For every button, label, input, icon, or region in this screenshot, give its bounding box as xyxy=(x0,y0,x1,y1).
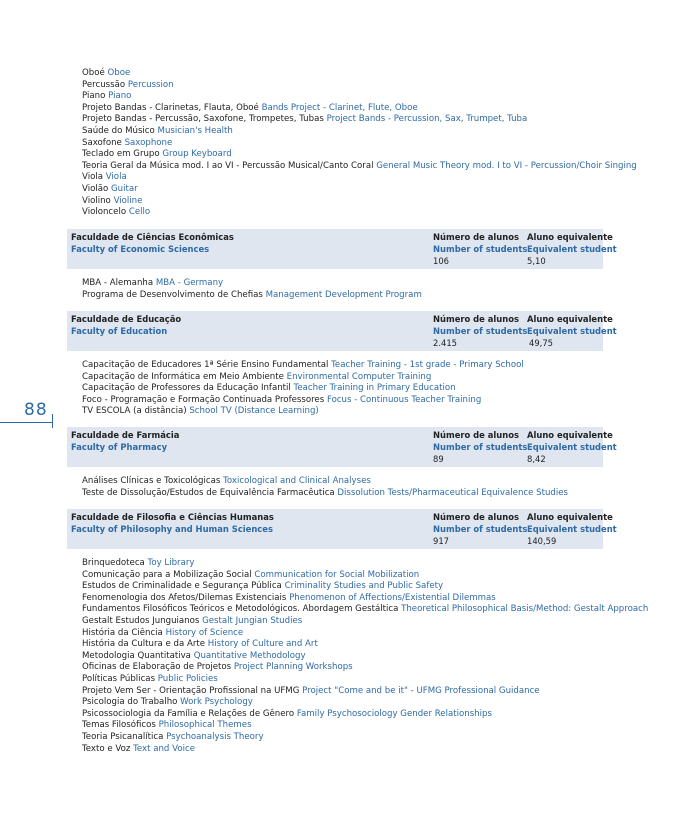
list-item: Psicologia do Trabalho Work Psychology xyxy=(82,697,253,708)
pharmacy-course-list xyxy=(82,476,568,499)
students-value: 89 xyxy=(433,454,444,464)
students-value: 917 xyxy=(433,536,449,546)
philosophy-course-list xyxy=(82,558,648,755)
list-item: Foco - Programação e Formação Continuada Professores Focus - Continuous Teacher Training xyxy=(82,394,482,405)
faculty-header-pharmacy xyxy=(67,427,617,467)
list-item: Fundamentos Filosóficos Teóricos e Metodológicos. Abordagem Gestáltica Theoretical Philosophical Basis/Method: Gestalt Approach xyxy=(82,604,649,615)
list-item: Oboé Oboe xyxy=(82,68,131,78)
faculty-name-en: Faculty of Education xyxy=(71,326,168,336)
equivalent-label-pt: Aluno equivalente xyxy=(527,232,613,242)
education-course-list xyxy=(82,360,524,418)
list-item: Psicossociologia da Família e Relações de Gênero Family Psychosociology Gender Relationships xyxy=(82,708,492,719)
list-item: Teste de Dissolução/Estudos de Equivalência Farmacêutica Dissolution Tests/Pharmaceutical Equivalence Studies xyxy=(82,487,569,498)
list-item: Saúde do Músico Musician's Health xyxy=(82,125,233,136)
list-item: Percussão Percussion xyxy=(82,79,174,90)
list-item: Projeto Vem Ser - Orientação Profissional na UFMG Project "Come and be it" - UFMG Professional Guidance xyxy=(82,685,540,696)
list-item: Metodologia Quantitativa Quantitative Methodology xyxy=(82,650,306,661)
economics-course-list xyxy=(82,278,422,301)
equivalent-label-en: Equivalent student xyxy=(527,326,617,336)
list-item: Projeto Bandas - Percussão, Saxofone, Trompetes, Tubas Project Bands - Percussion, Sax, Trumpet, Tuba xyxy=(82,114,528,125)
list-item: Capacitação de Informática em Meio Ambiente Environmental Computer Training xyxy=(82,371,432,382)
list-item: Teoria Psicanalítica Psychoanalysis Theory xyxy=(82,731,264,742)
list-item: Capacitação de Educadores 1ª Série Ensino Fundamental Teacher Training - 1st grade - Primary School xyxy=(82,360,524,370)
list-item: MBA - Alemanha MBA - Germany xyxy=(82,278,224,288)
list-item: Estudos de Criminalidade e Segurança Pública Criminality Studies and Public Safety xyxy=(82,581,444,592)
equivalent-value: 8,42 xyxy=(527,454,546,464)
list-item: Políticas Públicas Public Policies xyxy=(82,673,218,684)
equivalent-value: 49,75 xyxy=(529,338,553,348)
students-label-pt: Número de alunos xyxy=(433,430,519,440)
list-item: Teclado em Grupo Group Keyboard xyxy=(82,149,232,160)
page-number-tick xyxy=(52,414,53,428)
equivalent-label-en: Equivalent student xyxy=(527,244,617,254)
music-course-list xyxy=(82,68,637,219)
list-item: TV ESCOLA (a distância) School TV (Distance Learning) xyxy=(82,406,319,417)
equivalent-label-pt: Aluno equivalente xyxy=(527,314,613,324)
list-item: História da Cultura e da Arte History of Culture and Art xyxy=(82,639,318,650)
faculty-name-pt: Faculdade de Filosofia e Ciências Humanas xyxy=(71,512,274,522)
students-label-pt: Número de alunos xyxy=(433,232,519,242)
students-label-pt: Número de alunos xyxy=(433,512,519,522)
equivalent-label-pt: Aluno equivalente xyxy=(527,512,613,522)
list-item: Capacitação de Professores da Educação Infantil Teacher Training in Primary Education xyxy=(82,383,456,394)
list-item: Piano Piano xyxy=(82,91,132,102)
students-value: 106 xyxy=(433,256,449,266)
students-value: 2.415 xyxy=(433,338,457,348)
list-item: Projeto Bandas - Clarinetas, Flauta, Oboé Bands Project - Clarinet, Flute, Oboe xyxy=(82,102,418,113)
equivalent-label-en: Equivalent student xyxy=(527,442,617,452)
list-item: Texto e Voz Text and Voice xyxy=(82,743,195,754)
list-item: História da Ciência History of Science xyxy=(82,627,244,638)
faculty-header-education xyxy=(67,311,617,351)
students-label-en: Number of students xyxy=(433,244,528,254)
students-label-en: Number of students xyxy=(433,326,528,336)
equivalent-label-pt: Aluno equivalente xyxy=(527,430,613,440)
faculty-header-philosophy xyxy=(67,509,617,549)
list-item: Brinquedoteca Toy Library xyxy=(82,558,195,568)
list-item: Viola Viola xyxy=(82,172,127,183)
page-number: 88 xyxy=(24,400,48,420)
list-item: Comunicação para a Mobilização Social Communication for Social Mobilization xyxy=(82,569,420,580)
list-item: Violão Guitar xyxy=(82,183,138,194)
list-item: Teoria Geral da Música mod. I ao VI - Percussão Musical/Canto Coral General Music Theory mod. I to VI - Percussion/Choir Singing xyxy=(82,160,637,171)
list-item: Saxofone Saxophone xyxy=(82,137,173,148)
faculty-name-pt: Faculdade de Educação xyxy=(71,314,182,324)
students-label-en: Number of students xyxy=(433,524,528,534)
faculty-header-economics xyxy=(67,229,617,269)
equivalent-value: 5,10 xyxy=(527,256,546,266)
equivalent-value: 140,59 xyxy=(527,536,557,546)
faculty-name-pt: Faculdade de Ciências Econômicas xyxy=(71,232,234,242)
list-item: Fenomenologia dos Afetos/Dilemas Existenciais Phenomenon of Affections/Existential Dilemmas xyxy=(82,592,496,603)
list-item: Violoncelo Cello xyxy=(82,207,151,218)
page-number-rule xyxy=(0,422,52,423)
list-item: Temas Filosóficos Philosophical Themes xyxy=(82,720,252,731)
list-item: Programa de Desenvolvimento de Chefias Management Development Program xyxy=(82,289,422,300)
list-item: Violino Violine xyxy=(82,195,143,206)
faculty-name-en: Faculty of Pharmacy xyxy=(71,442,168,452)
faculty-name-en: Faculty of Economic Sciences xyxy=(71,244,210,254)
list-item: Gestalt Estudos Junguianos Gestalt Jungian Studies xyxy=(82,615,303,626)
faculty-name-pt: Faculdade de Farmácia xyxy=(71,430,180,440)
list-item: Análises Clínicas e Toxicológicas Toxicological and Clinical Analyses xyxy=(82,476,371,486)
students-label-pt: Número de alunos xyxy=(433,314,519,324)
equivalent-label-en: Equivalent student xyxy=(527,524,617,534)
faculty-name-en: Faculty of Philosophy and Human Sciences xyxy=(71,524,273,534)
students-label-en: Number of students xyxy=(433,442,528,452)
list-item: Oficinas de Elaboração de Projetos Project Planning Workshops xyxy=(82,662,353,673)
